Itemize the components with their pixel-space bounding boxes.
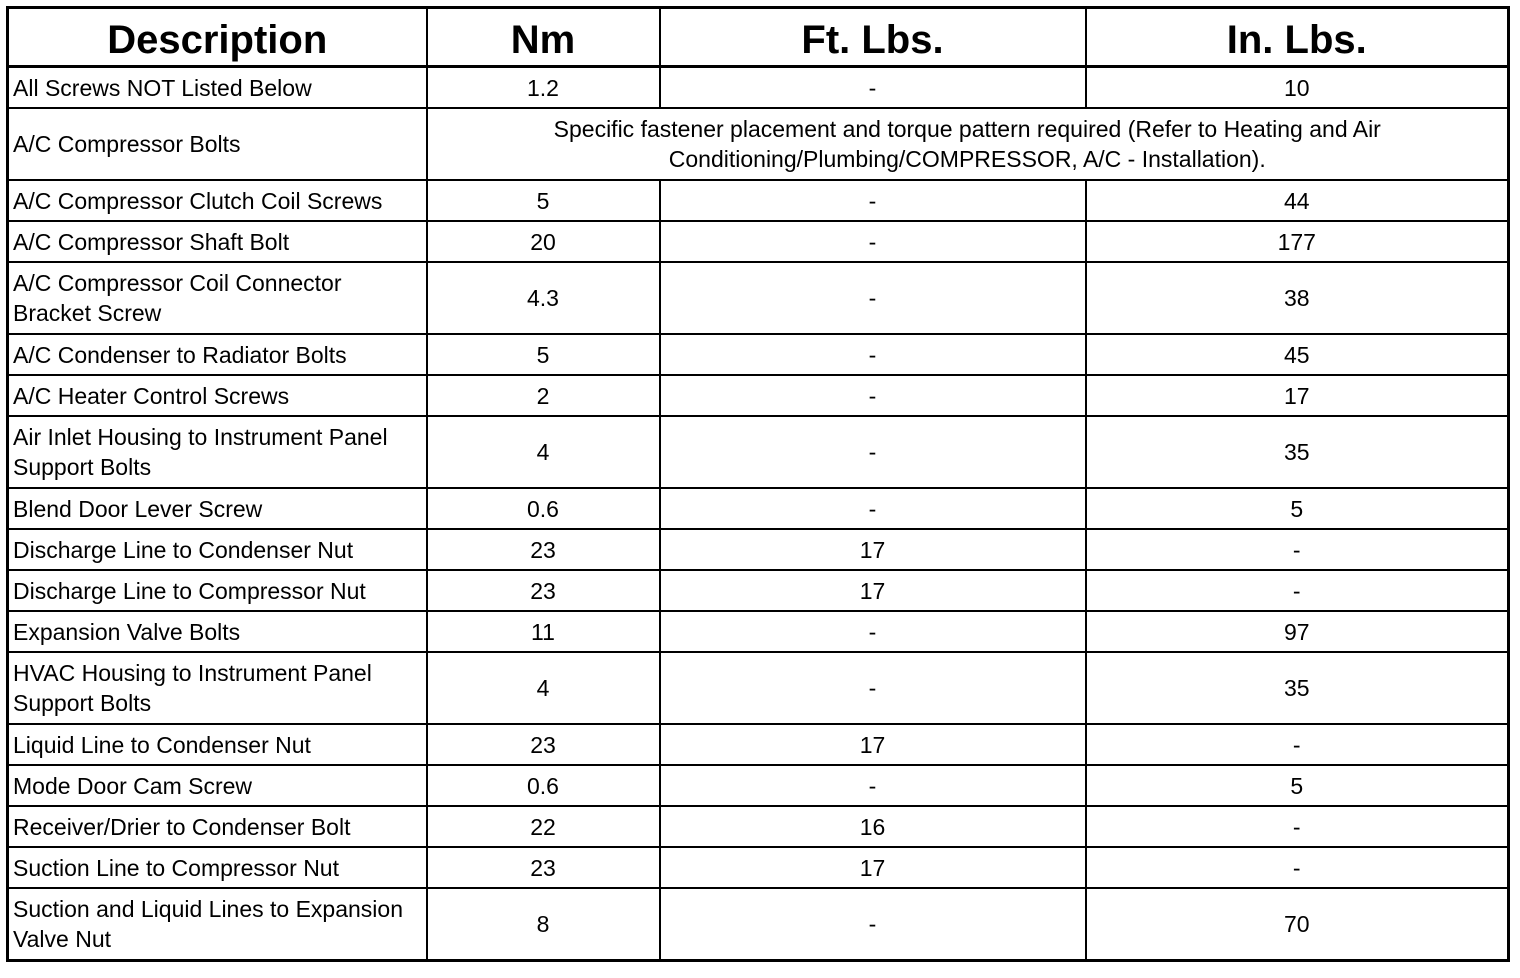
nm-cell: 23 <box>427 529 660 570</box>
ft-lbs-cell: - <box>660 262 1086 334</box>
header-description: Description <box>8 8 427 67</box>
nm-cell: 23 <box>427 847 660 888</box>
description-cell: A/C Compressor Shaft Bolt <box>8 221 427 262</box>
description-cell: A/C Heater Control Screws <box>8 375 427 416</box>
header-nm: Nm <box>427 8 660 67</box>
in-lbs-cell: - <box>1086 847 1509 888</box>
nm-cell: 4.3 <box>427 262 660 334</box>
in-lbs-cell: - <box>1086 724 1509 765</box>
ft-lbs-cell: - <box>660 180 1086 221</box>
in-lbs-cell: 17 <box>1086 375 1509 416</box>
description-cell: HVAC Housing to Instrument Panel Support Bolts <box>8 652 427 724</box>
in-lbs-cell: 10 <box>1086 67 1509 109</box>
table-row <box>8 652 1509 724</box>
description-cell: Liquid Line to Condenser Nut <box>8 724 427 765</box>
ft-lbs-cell: 17 <box>660 570 1086 611</box>
nm-cell: 4 <box>427 652 660 724</box>
ft-lbs-cell: - <box>660 67 1086 109</box>
description-cell: A/C Condenser to Radiator Bolts <box>8 334 427 375</box>
nm-cell: 5 <box>427 180 660 221</box>
description-cell: A/C Compressor Clutch Coil Screws <box>8 180 427 221</box>
description-cell: Discharge Line to Compressor Nut <box>8 570 427 611</box>
header-in-lbs: In. Lbs. <box>1086 8 1509 67</box>
description-cell: A/C Compressor Bolts <box>8 108 427 180</box>
in-lbs-cell: - <box>1086 529 1509 570</box>
table-row <box>8 221 1509 262</box>
ft-lbs-cell: 17 <box>660 847 1086 888</box>
description-cell: Air Inlet Housing to Instrument Panel Support Bolts <box>8 416 427 488</box>
ft-lbs-cell: - <box>660 611 1086 652</box>
ft-lbs-cell: 17 <box>660 724 1086 765</box>
table-row <box>8 806 1509 847</box>
nm-cell: 23 <box>427 570 660 611</box>
table-row <box>8 375 1509 416</box>
ft-lbs-cell: - <box>660 488 1086 529</box>
nm-cell: 20 <box>427 221 660 262</box>
table-row <box>8 108 1509 180</box>
description-cell: All Screws NOT Listed Below <box>8 67 427 109</box>
in-lbs-cell: 97 <box>1086 611 1509 652</box>
description-cell: Blend Door Lever Screw <box>8 488 427 529</box>
ft-lbs-cell: - <box>660 652 1086 724</box>
nm-cell: 11 <box>427 611 660 652</box>
in-lbs-cell: 5 <box>1086 488 1509 529</box>
ft-lbs-cell: - <box>660 888 1086 961</box>
nm-cell: 2 <box>427 375 660 416</box>
nm-cell: 5 <box>427 334 660 375</box>
in-lbs-cell: 38 <box>1086 262 1509 334</box>
in-lbs-cell: - <box>1086 806 1509 847</box>
description-cell: Mode Door Cam Screw <box>8 765 427 806</box>
description-cell: Expansion Valve Bolts <box>8 611 427 652</box>
in-lbs-cell: - <box>1086 570 1509 611</box>
description-cell: A/C Compressor Coil Connector Bracket Screw <box>8 262 427 334</box>
table-row <box>8 611 1509 652</box>
in-lbs-cell: 35 <box>1086 416 1509 488</box>
table-row <box>8 570 1509 611</box>
in-lbs-cell: 70 <box>1086 888 1509 961</box>
description-cell: Receiver/Drier to Condenser Bolt <box>8 806 427 847</box>
ft-lbs-cell: - <box>660 416 1086 488</box>
in-lbs-cell: 5 <box>1086 765 1509 806</box>
torque-spec-table <box>6 6 1510 962</box>
table-row <box>8 847 1509 888</box>
in-lbs-cell: 35 <box>1086 652 1509 724</box>
in-lbs-cell: 177 <box>1086 221 1509 262</box>
table-row <box>8 262 1509 334</box>
nm-cell: 4 <box>427 416 660 488</box>
description-cell: Suction Line to Compressor Nut <box>8 847 427 888</box>
table-row <box>8 888 1509 961</box>
nm-cell: 23 <box>427 724 660 765</box>
ft-lbs-cell: - <box>660 765 1086 806</box>
description-cell: Suction and Liquid Lines to Expansion Valve Nut <box>8 888 427 961</box>
description-cell: Discharge Line to Condenser Nut <box>8 529 427 570</box>
in-lbs-cell: 45 <box>1086 334 1509 375</box>
table-row <box>8 724 1509 765</box>
nm-cell: 0.6 <box>427 765 660 806</box>
table-row <box>8 67 1509 109</box>
nm-cell: 0.6 <box>427 488 660 529</box>
table-row <box>8 180 1509 221</box>
table-row <box>8 334 1509 375</box>
table-row <box>8 416 1509 488</box>
header-ft-lbs: Ft. Lbs. <box>660 8 1086 67</box>
ft-lbs-cell: - <box>660 221 1086 262</box>
header-row <box>8 8 1509 67</box>
ft-lbs-cell: - <box>660 334 1086 375</box>
ft-lbs-cell: - <box>660 375 1086 416</box>
note-cell: Specific fastener placement and torque pattern required (Refer to Heating and Air Conditioning/Plumbing/COMPRESSOR, A/C - Installation). <box>427 108 1509 180</box>
in-lbs-cell: 44 <box>1086 180 1509 221</box>
table-row <box>8 765 1509 806</box>
nm-cell: 22 <box>427 806 660 847</box>
ft-lbs-cell: 17 <box>660 529 1086 570</box>
ft-lbs-cell: 16 <box>660 806 1086 847</box>
table-row <box>8 488 1509 529</box>
table-row <box>8 529 1509 570</box>
nm-cell: 8 <box>427 888 660 961</box>
nm-cell: 1.2 <box>427 67 660 109</box>
